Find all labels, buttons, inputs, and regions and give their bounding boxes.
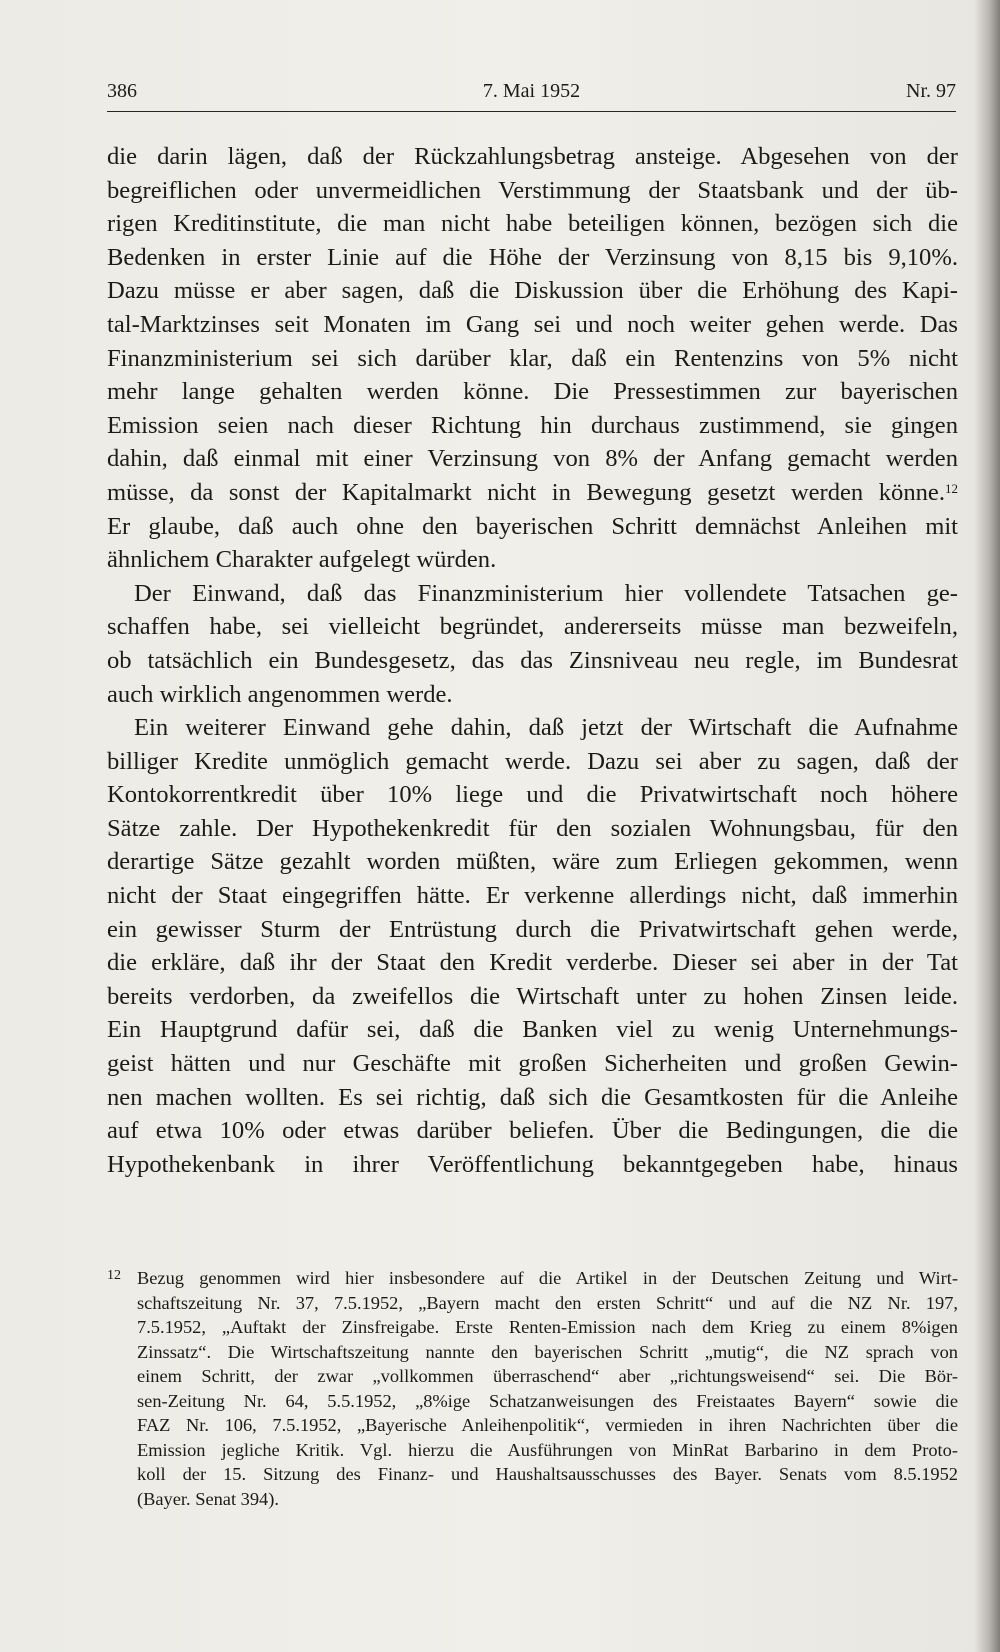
body-line-text: rigen Kreditinstitute, die man nicht habe beteiligen können, bezögen sich die: [107, 210, 958, 238]
body-line-text: Der Einwand, daß das Finanzministerium hier vollendete Tatsachen ge-: [134, 579, 958, 607]
body-line: [107, 879, 958, 913]
body-line: [107, 845, 958, 879]
body-line-text: Ein Hauptgrund dafür sei, daß die Banken viel zu wenig Unternehmungs-: [107, 1016, 958, 1044]
footnote-line-text: koll der 15. Sitzung des Finanz- und Haushaltsausschusses des Bayer. Senats vom 8.5.1952: [137, 1464, 958, 1484]
body-line: [107, 812, 958, 846]
footnote-line-text: schaftszeitung Nr. 37, 7.5.1952, „Bayern macht den ersten Schritt“ und auf die NZ Nr. 197,: [137, 1292, 958, 1313]
footnote-reference[interactable]: 12: [945, 480, 958, 496]
footnote-line: [107, 1364, 958, 1389]
body-line: [107, 610, 958, 644]
body-line-text: Er glaube, daß auch ohne den bayerischen Schritt demnächst Anleihen mit: [107, 512, 958, 540]
body-line: [107, 1081, 958, 1115]
header-rule: [107, 111, 956, 112]
body-line-text: Hypothekenbank in ihrer Veröffentlichung bekanntgegeben habe, hinaus: [107, 1150, 958, 1178]
body-line: [107, 946, 958, 980]
body-line-text: dahin, daß einmal mit einer Verzinsung von 8% der Anfang gemacht werden: [107, 445, 958, 473]
footnote-line: [107, 1438, 958, 1463]
body-line-text: Bedenken in erster Linie auf die Höhe der Verzinsung von 8,15 bis 9,10%.: [107, 243, 958, 271]
footnote-line: [107, 1315, 958, 1340]
footnote-line: [107, 1266, 958, 1291]
body-line: [107, 543, 958, 577]
body-line: [107, 375, 958, 409]
body-line: [107, 476, 958, 510]
footnote: [107, 1266, 958, 1511]
body-line-text: Ein weiterer Einwand gehe dahin, daß jetzt der Wirtschaft die Aufnahme: [134, 714, 958, 742]
body-line: [107, 308, 958, 342]
body-line: [107, 1047, 958, 1081]
body-line: [107, 174, 958, 208]
footnote-line-text: (Bayer. Senat 394).: [137, 1488, 279, 1509]
footnote-line: [107, 1389, 958, 1414]
body-line: [107, 711, 958, 745]
body-line: [107, 1148, 958, 1182]
body-line: [107, 140, 958, 174]
body-line: [107, 510, 958, 544]
body-line-text: ein gewisser Sturm der Entrüstung durch die Privatwirtschaft gehen werde,: [107, 915, 958, 943]
body-line-text: nicht der Staat eingegriffen hätte. Er verkenne allerdings nicht, daß immerhin: [107, 882, 958, 910]
body-line-text: die darin lägen, daß der Rückzahlungsbetrag ansteige. Abgesehen von der: [107, 143, 958, 170]
body-line: [107, 678, 958, 712]
body-line: [107, 577, 958, 611]
body-line: [107, 778, 958, 812]
body-line-text: nen machen wollten. Es sei richtig, daß sich die Gesamtkosten für die Anleihe: [107, 1083, 958, 1111]
body-line-text: auf etwa 10% oder etwas darüber beliefen. Über die Bedingungen, die die: [107, 1117, 958, 1145]
body-line-text: tal-Marktzinses seit Monaten im Gang sei und noch weiter gehen werde. Das: [107, 310, 958, 338]
body-line-text: ob tatsächlich ein Bundesgesetz, das das Zinsniveau neu regle, im Bundesrat: [107, 646, 958, 674]
body-line-text: Dazu müsse er aber sagen, daß die Diskussion über die Erhöhung des Kapi-: [107, 277, 958, 305]
body-line-text: schaffen habe, sei vielleicht begründet, andererseits müsse man bezweifeln,: [107, 613, 958, 641]
footnote-line-text: Emission jegliche Kritik. Vgl. hierzu die Ausführungen von MinRat Barbarino in dem Proto-: [137, 1439, 958, 1460]
footnote-line-text: einem Schritt, der zwar „vollkommen überraschend“ aber „richtungsweisend“ sei. Die Bör-: [137, 1366, 958, 1386]
footnote-line-text: FAZ Nr. 106, 7.5.1952, „Bayerische Anleihenpolitik“, vermieden in ihren Nachrichten über die: [137, 1415, 958, 1435]
body-line: [107, 745, 958, 779]
body-text: [107, 140, 958, 1181]
document-number: Nr. 97: [906, 80, 956, 102]
body-line: [107, 644, 958, 678]
footnote-line: [107, 1413, 958, 1438]
body-line: [107, 980, 958, 1014]
body-line-text: billiger Kredite unmöglich gemacht werde. Dazu sei aber zu sagen, daß der: [107, 747, 958, 775]
page-edge-shadow: [974, 0, 1000, 1652]
body-line-text: geist hätten und nur Geschäfte mit großen Sicherheiten und großen Gewin-: [107, 1050, 958, 1078]
footnote-line-text: 7.5.1952, „Auftakt der Zinsfreigabe. Erste Renten-Emission nach dem Krieg zu einem 8%igen: [137, 1317, 958, 1337]
footnote-line: [107, 1291, 958, 1316]
running-header: [107, 80, 956, 110]
footnote-line: [107, 1462, 958, 1487]
body-line: [107, 1114, 958, 1148]
body-line: [107, 207, 958, 241]
body-line-text: ähnlichem Charakter aufgelegt würden.: [107, 546, 497, 574]
body-line: [107, 274, 958, 308]
footnote-number: 12: [107, 1268, 121, 1283]
footnote-line-text: Zinssatz“. Die Wirtschaftszeitung nannte den bayerischen Schritt „mutig“, die NZ sprach von: [137, 1341, 958, 1362]
footnote-line-text: sen-Zeitung Nr. 64, 5.5.1952, „8%ige Schatzanweisungen des Freistaates Bayern“ sowie die: [137, 1390, 958, 1411]
body-line-text: begreiflichen oder unvermeidlichen Verstimmung der Staatsbank und der üb-: [107, 176, 958, 204]
body-line-text: Emission seien nach dieser Richtung hin durchaus zustimmend, sie gingen: [107, 411, 958, 439]
body-line: [107, 342, 958, 376]
body-line-text: auch wirklich angenommen werde.: [107, 680, 453, 708]
footnote-line-text: Bezug genommen wird hier insbesondere auf die Artikel in der Deutschen Zeitung und Wirt-: [137, 1268, 958, 1288]
body-line: [107, 409, 958, 443]
body-line-text: müsse, da sonst der Kapitalmarkt nicht in Bewegung gesetzt werden könne.: [107, 478, 945, 506]
body-line-text: bereits verdorben, da zweifellos die Wirtschaft unter zu hohen Zinsen leide.: [107, 982, 958, 1010]
body-line: [107, 442, 958, 476]
page-number: 386: [107, 80, 137, 102]
body-line-text: derartige Sätze gezahlt worden müßten, wäre zum Erliegen gekommen, wenn: [107, 848, 958, 876]
body-line-text: die erkläre, daß ihr der Staat den Kredit verderbe. Dieser sei aber in der Tat: [107, 949, 958, 977]
header-date: 7. Mai 1952: [482, 80, 581, 102]
body-line: [107, 913, 958, 947]
body-line-text: Kontokorrentkredit über 10% liege und die Privatwirtschaft noch höhere: [107, 781, 958, 809]
body-line-text: mehr lange gehalten werden könne. Die Pressestimmen zur bayerischen: [107, 378, 958, 406]
body-line-text: Finanzministerium sei sich darüber klar, daß ein Rentenzins von 5% nicht: [107, 344, 958, 372]
body-line-text: Sätze zahle. Der Hypothekenkredit für den sozialen Wohnungsbau, für den: [107, 814, 958, 842]
footnote-line: [107, 1340, 958, 1365]
body-line: [107, 1013, 958, 1047]
body-line: [107, 241, 958, 275]
footnote-line: [107, 1487, 958, 1512]
